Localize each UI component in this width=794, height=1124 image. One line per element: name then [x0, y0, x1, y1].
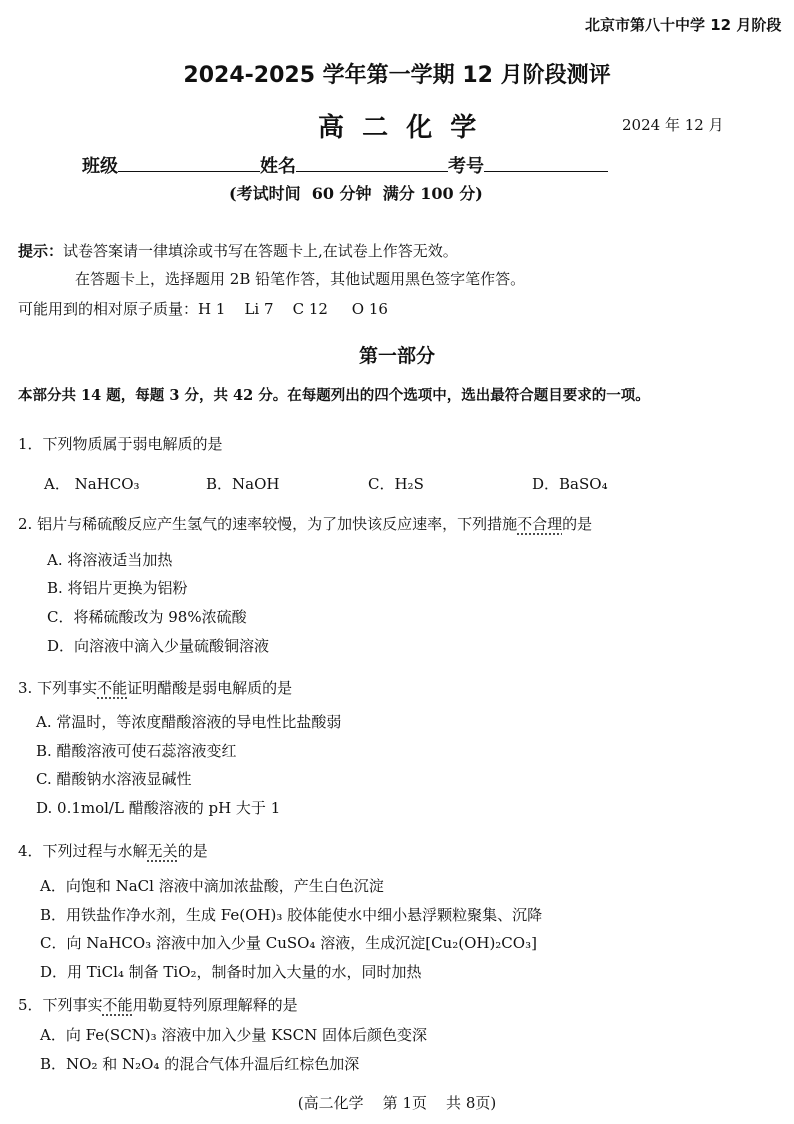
- tip-line2: 在答题卡上，选择题用 2B 铅笔作答，其他试题用黑色签字笔作答。: [75, 270, 526, 288]
- q4-stem-post: 的是: [177, 842, 208, 860]
- q2-option-b: B. 将铝片更换为铝粉: [47, 579, 188, 597]
- exam-date: 2024 年 12 月: [622, 116, 724, 134]
- q2-stem-post: 的是: [562, 515, 593, 533]
- q4-stem: [18, 840, 208, 861]
- q3-stem-pre: 3. 下列事实: [18, 679, 98, 697]
- number-blank[interactable]: [484, 171, 608, 172]
- q3-stem-emphasis: 不能: [97, 679, 128, 697]
- q4-option-a: A．向饱和 NaCl 溶液中滴加浓盐酸，产生白色沉淀: [40, 877, 384, 895]
- q2-stem-emphasis: 不合理: [517, 515, 563, 533]
- q5-stem-pre: 5．下列事实: [18, 996, 103, 1014]
- class-blank[interactable]: [118, 171, 260, 172]
- info-fields: [82, 152, 608, 178]
- tip-line1: [18, 240, 458, 261]
- school-header: 北京市第八十中学 12 月阶段: [585, 16, 782, 34]
- q4-option-d: D．用 TiCl₄ 制备 TiO₂，制备时加入大量的水，同时加热: [40, 963, 422, 981]
- tip-label: 提示：: [18, 242, 64, 260]
- q5-option-a: A．向 Fe(SCN)₃ 溶液中加入少量 KSCN 固体后颜色变深: [40, 1026, 428, 1044]
- number-label: 考号: [448, 156, 484, 177]
- q2-option-a: A. 将溶液适当加热: [47, 551, 173, 569]
- q3-option-c: C. 醋酸钠水溶液显碱性: [36, 770, 192, 788]
- q4-option-b: B．用铁盐作净水剂，生成 Fe(OH)₃ 胶体能使水中细小悬浮颗粒聚集、沉降: [40, 906, 543, 924]
- tip-text1: 试卷答案请一律填涂或书写在答题卡上,在试卷上作答无效。: [63, 242, 458, 260]
- q5-stem: [18, 994, 298, 1015]
- q1-stem: 1．下列物质属于弱电解质的是: [18, 435, 223, 453]
- q3-stem-post: 证明醋酸是弱电解质的是: [127, 679, 293, 697]
- name-label: 姓名: [260, 156, 296, 177]
- q2-option-c: C．将稀硫酸改为 98%浓硫酸: [47, 608, 247, 626]
- q1-option-a: A． NaHCO₃: [44, 475, 140, 493]
- q2-option-d: D．向溶液中滴入少量硫酸铜溶液: [47, 637, 270, 655]
- q3-option-b: B. 醋酸溶液可使石蕊溶液变红: [36, 742, 237, 760]
- q5-stem-post: 用勒夏特列原理解释的是: [132, 996, 298, 1014]
- q5-stem-emphasis: 不能: [102, 996, 133, 1014]
- exam-title: 2024-2025 学年第一学期 12 月阶段测评: [183, 63, 611, 88]
- q1-option-b: B．NaOH: [206, 475, 280, 493]
- page-footer: (高二化学 第 1页 共 8页): [297, 1094, 497, 1112]
- q4-stem-emphasis: 无关: [147, 842, 178, 860]
- name-blank[interactable]: [296, 171, 448, 172]
- exam-meta: (考试时间 60 分钟 满分 100 分): [229, 184, 483, 203]
- q1-option-d: D．BaSO₄: [532, 475, 608, 493]
- q5-option-b: B．NO₂ 和 N₂O₄ 的混合气体升温后红棕色加深: [40, 1055, 360, 1073]
- q3-option-a: A. 常温时，等浓度醋酸溶液的导电性比盐酸弱: [36, 713, 342, 731]
- q4-stem-pre: 4．下列过程与水解: [18, 842, 148, 860]
- part-description: 本部分共 14 题，每题 3 分，共 42 分。在每题列出的四个选项中，选出最符合题目要求的一项。: [18, 387, 650, 404]
- class-label: 班级: [82, 156, 118, 177]
- q4-option-c: C．向 NaHCO₃ 溶液中加入少量 CuSO₄ 溶液，生成沉淀[Cu₂(OH)₂CO₃]: [40, 934, 537, 952]
- q3-stem: [18, 677, 292, 698]
- subject-title: 高 二 化 学: [318, 113, 477, 143]
- q3-option-d: D. 0.1mol/L 醋酸溶液的 pH 大于 1: [36, 799, 281, 817]
- q2-stem: [18, 513, 592, 534]
- q1-option-c: C．H₂S: [368, 475, 424, 493]
- atomic-mass: 可能用到的相对原子质量：H 1 Li 7 C 12 O 16: [18, 300, 388, 318]
- q2-stem-pre: 2. 铝片与稀硫酸反应产生氢气的速率较慢，为了加快该反应速率，下列措施: [18, 515, 518, 533]
- part-title: 第一部分: [358, 345, 435, 367]
